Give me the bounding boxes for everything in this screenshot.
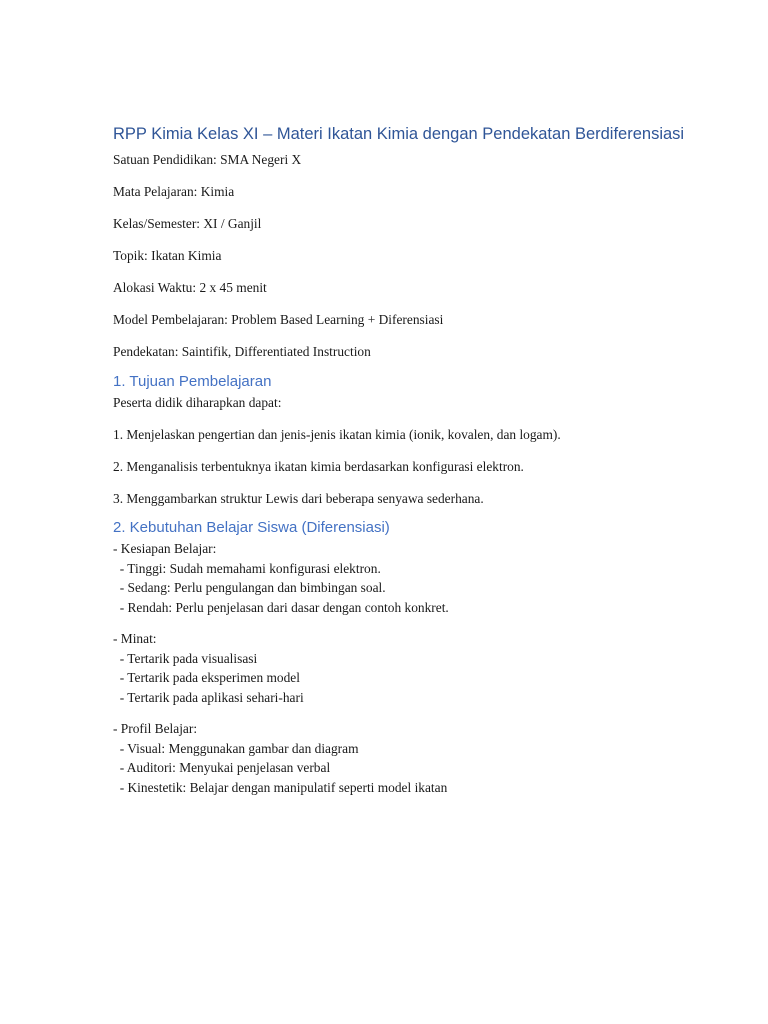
objective-item: 1. Menjelaskan pengertian dan jenis-jenis ikatan kimia (ionik, kovalen, dan logam). (113, 426, 561, 442)
list-item: - Rendah: Perlu penjelasan dari dasar dengan contoh konkret. (113, 599, 449, 615)
group-profil-belajar (113, 719, 713, 797)
list-item: - Tertarik pada eksperimen model (113, 670, 300, 685)
section-heading-kebutuhan: 2. Kebutuhan Belajar Siswa (Diferensiasi) (113, 519, 390, 536)
group-kesiapan-belajar (113, 539, 713, 617)
group-label: - Minat: (113, 631, 157, 646)
meta-pendekatan: Pendekatan: Saintifik, Differentiated Instruction (113, 344, 371, 359)
meta-kelas-semester: Kelas/Semester: XI / Ganjil (113, 216, 262, 231)
list-item: - Sedang: Perlu pengulangan dan bimbingan soal. (113, 580, 386, 595)
meta-mata-pelajaran: Mata Pelajaran: Kimia (113, 184, 235, 199)
meta-alokasi-waktu: Alokasi Waktu: 2 x 45 menit (113, 280, 267, 295)
group-label: - Profil Belajar: (113, 721, 198, 736)
list-item: - Kinestetik: Belajar dengan manipulatif seperti model ikatan (113, 779, 448, 795)
list-item: - Tertarik pada aplikasi sehari-hari (113, 689, 304, 705)
document-title: RPP Kimia Kelas XI – Materi Ikatan Kimia dengan Pendekatan Berdiferensiasi (113, 125, 685, 143)
list-item: - Auditori: Menyukai penjelasan verbal (113, 760, 331, 775)
list-item: - Tertarik pada visualisasi (113, 650, 258, 666)
meta-satuan-pendidikan: Satuan Pendidikan: SMA Negeri X (113, 152, 302, 167)
objective-item: 2. Menganalisis terbentuknya ikatan kimia berdasarkan konfigurasi elektron. (113, 458, 524, 474)
list-item: - Tinggi: Sudah memahami konfigurasi elektron. (113, 560, 381, 576)
section-intro: Peserta didik diharapkan dapat: (113, 394, 282, 410)
meta-topik: Topik: Ikatan Kimia (113, 248, 222, 263)
group-label: - Kesiapan Belajar: (113, 541, 217, 556)
section-heading-tujuan: 1. Tujuan Pembelajaran (113, 372, 272, 390)
objective-item: 3. Menggambarkan struktur Lewis dari beberapa senyawa sederhana. (113, 490, 484, 506)
document-page (113, 122, 713, 809)
meta-model-pembelajaran: Model Pembelajaran: Problem Based Learning + Diferensiasi (113, 312, 444, 327)
group-minat (113, 629, 713, 707)
list-item: - Visual: Menggunakan gambar dan diagram (113, 740, 359, 756)
